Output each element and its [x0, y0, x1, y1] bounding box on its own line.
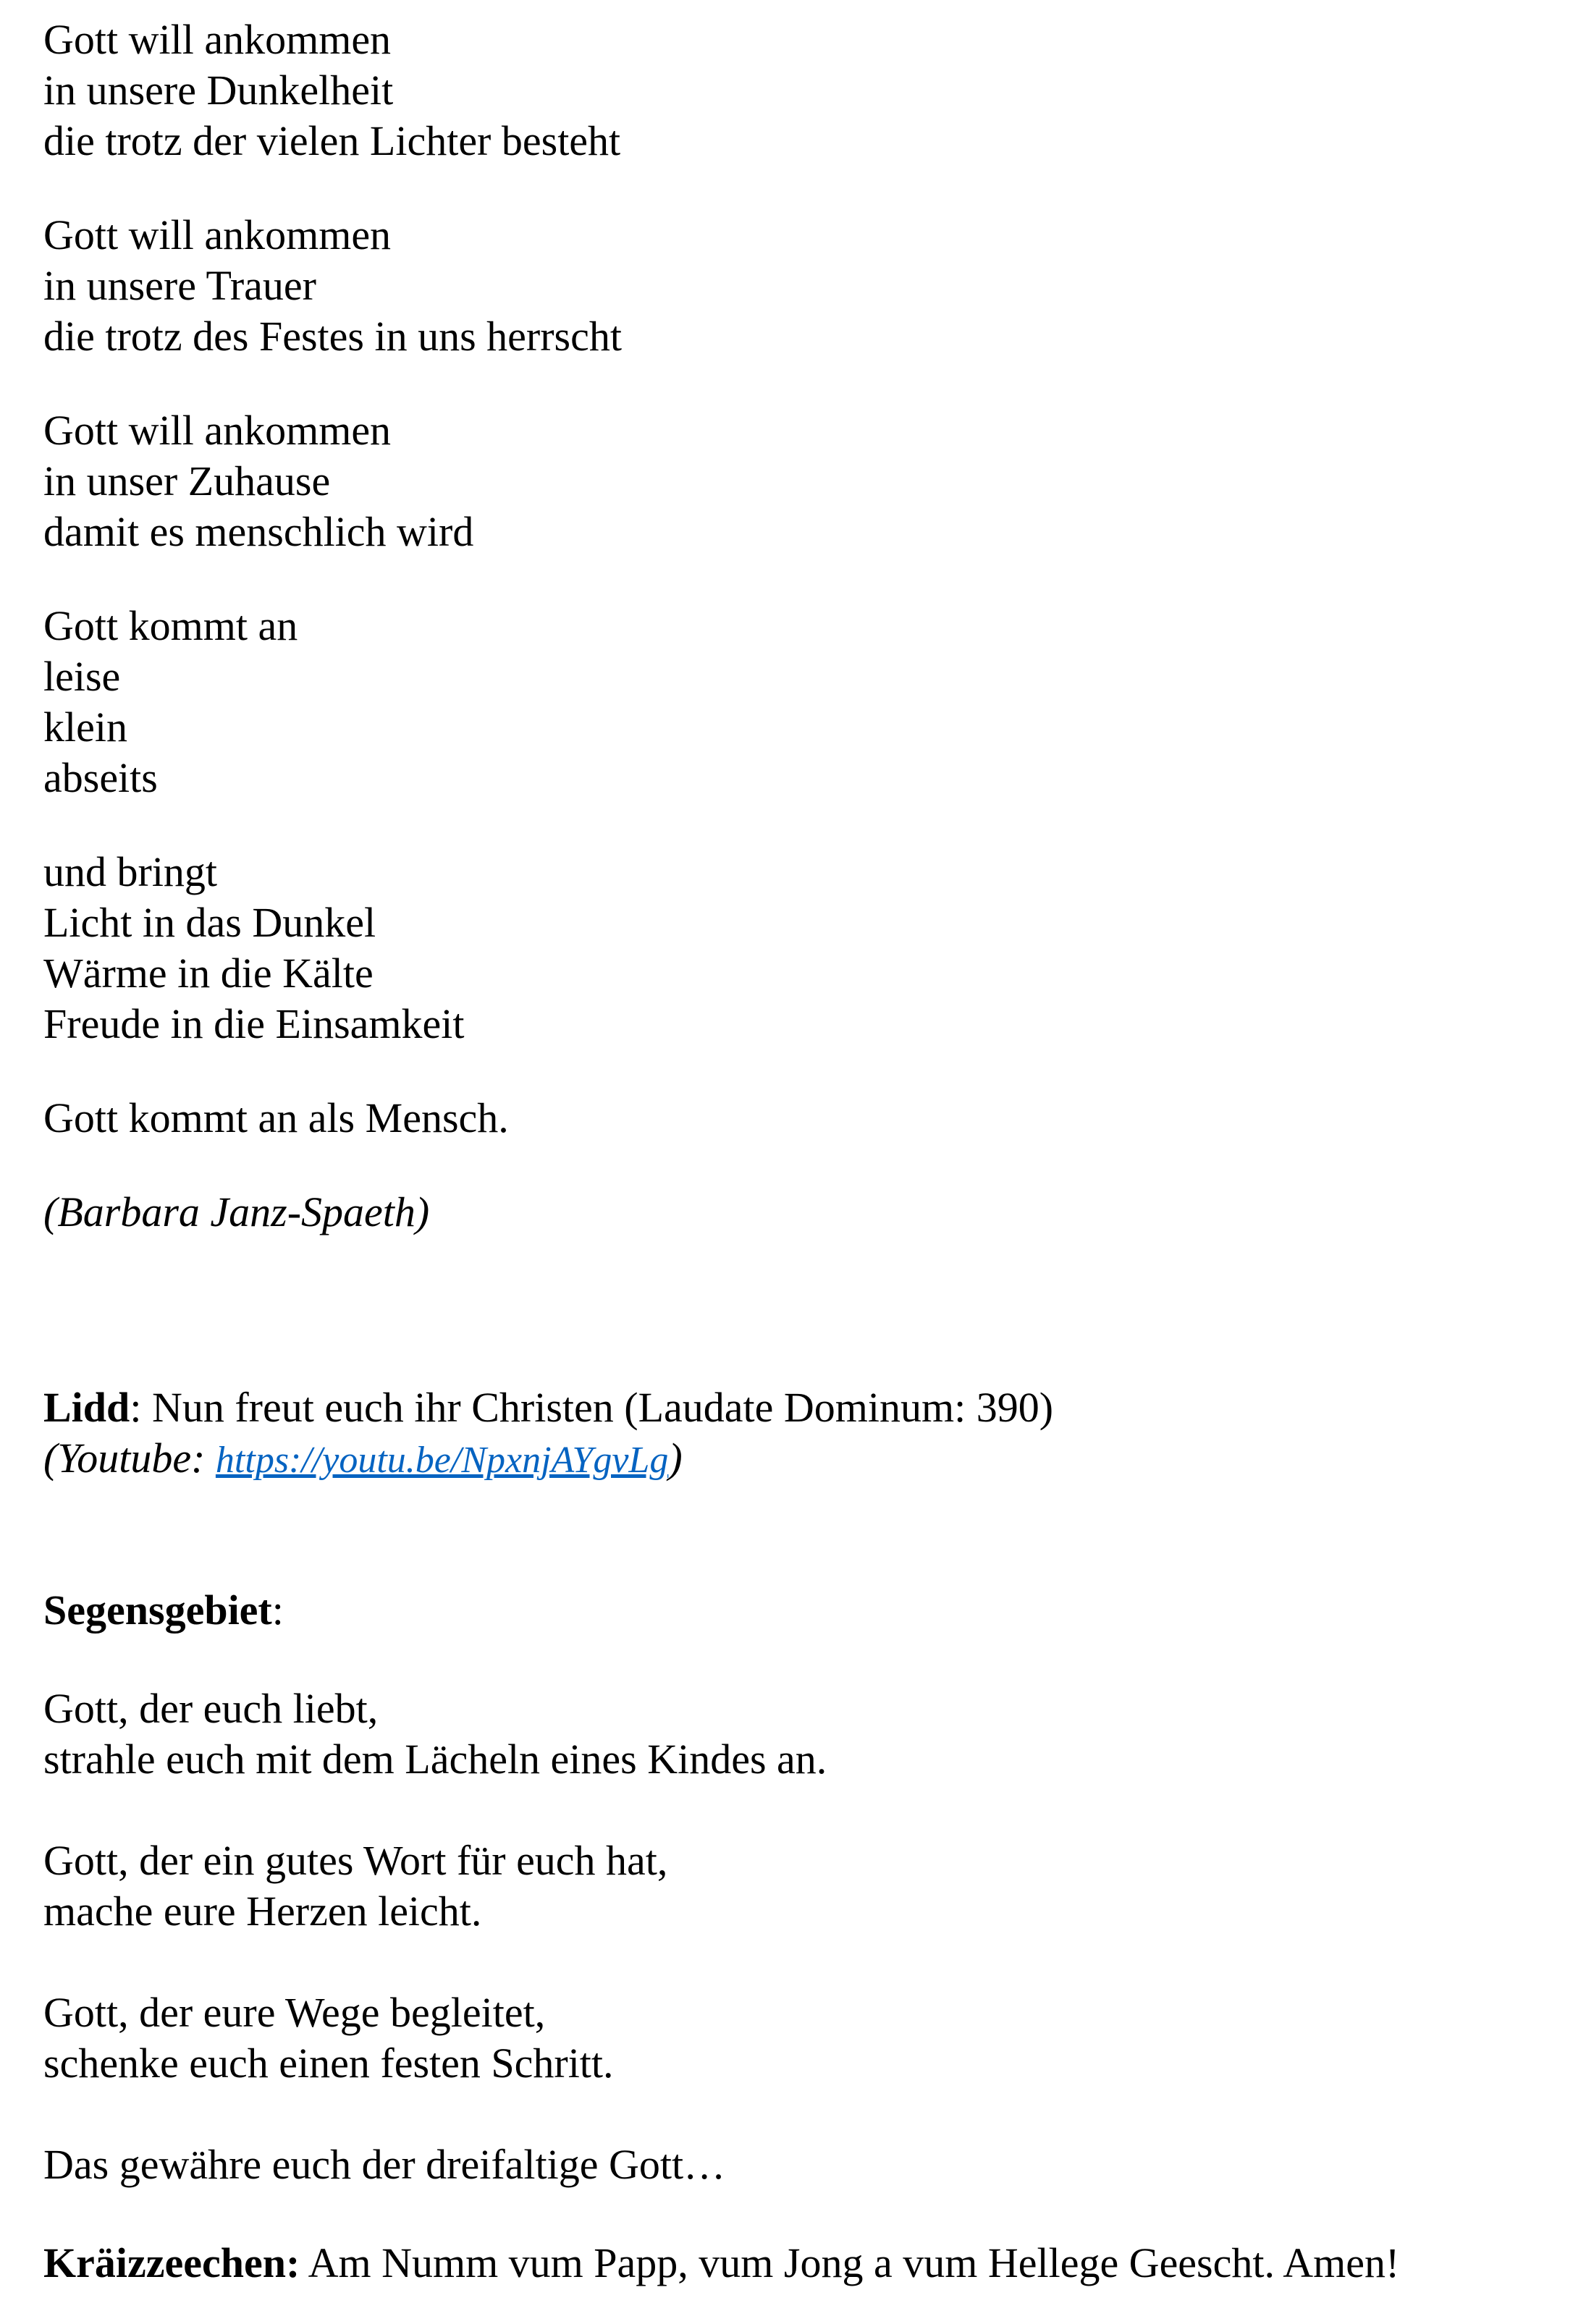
poem-line: Freude in die Einsamkeit [43, 1000, 465, 1047]
song-title: : Nun freut euch ihr Christen (Laudate Dominum: 390) [130, 1384, 1054, 1431]
poem-line: Gott will ankommen [43, 211, 392, 258]
poem-line: und bringt [43, 848, 218, 895]
youtube-link[interactable]: https://youtu.be/NpxnjAYgvLg [215, 1440, 669, 1481]
poem-line: Gott will ankommen [43, 16, 392, 63]
blessing-line: strahle euch mit dem Lächeln eines Kindes an. [43, 1736, 827, 1783]
poem-line: Wärme in die Kälte [43, 950, 374, 997]
youtube-line [43, 1433, 683, 1486]
sign-of-cross-text: Am Numm vum Papp, vum Jong a vum Hellege Geescht. Amen! [300, 2239, 1400, 2286]
blessing-heading [43, 1585, 284, 1636]
blessing-line: Das gewähre euch der dreifaltige Gott… [43, 2141, 726, 2188]
poem-line: die trotz der vielen Lichter besteht [43, 117, 621, 164]
poem-line: damit es menschlich wird [43, 508, 474, 555]
youtube-suffix: ) [668, 1434, 683, 1482]
song-label: Lidd [43, 1384, 130, 1431]
blessing-line: mache eure Herzen leicht. [43, 1888, 482, 1935]
youtube-prefix: (Youtube: [43, 1434, 216, 1482]
poem-line: die trotz des Festes in uns herrscht [43, 313, 622, 360]
poem-line: in unsere Dunkelheit [43, 67, 394, 114]
poem-line: Gott will ankommen [43, 407, 392, 454]
poem-line: Licht in das Dunkel [43, 899, 376, 946]
sign-of-cross-line [43, 2238, 1399, 2289]
blessing-label: Segensgebiet [43, 1586, 272, 1634]
blessing-line: Gott, der eure Wege begleitet, [43, 1989, 546, 2036]
blessing-line: Gott, der euch liebt, [43, 1685, 379, 1732]
poem-line: klein [43, 703, 127, 751]
song-line [43, 1382, 1053, 1433]
poem-line: leise [43, 653, 121, 700]
poem-line: abseits [43, 754, 158, 801]
poem-line: Gott kommt an als Mensch. [43, 1094, 509, 1141]
poem-author: (Barbara Janz-Spaeth) [43, 1188, 430, 1235]
sign-of-cross-label: Kräizzeechen: [43, 2239, 300, 2286]
blessing-line: Gott, der ein gutes Wort für euch hat, [43, 1837, 668, 1884]
blessing-line: schenke euch einen festen Schritt. [43, 2040, 614, 2087]
poem-line: in unser Zuhause [43, 457, 331, 504]
blessing-label-colon: : [271, 1586, 284, 1634]
poem-line: Gott kommt an [43, 602, 298, 649]
poem-line: in unsere Trauer [43, 262, 316, 309]
